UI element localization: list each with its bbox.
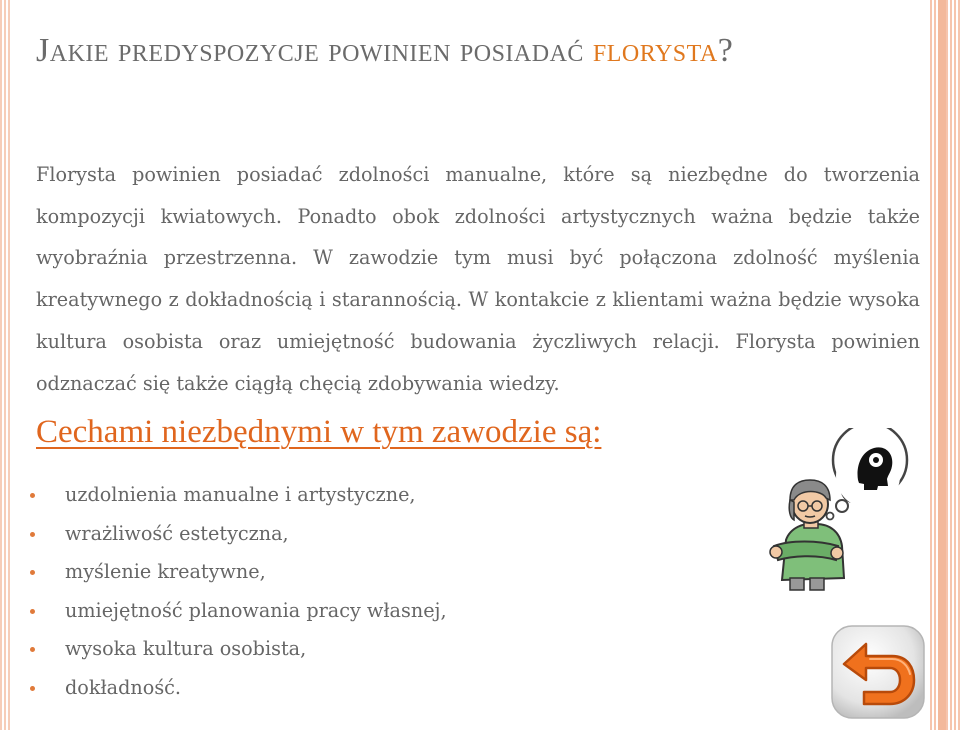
list-item: [30, 630, 447, 669]
list-item-label: dokładność.: [65, 675, 182, 699]
list-item-label: wysoka kultura osobista,: [65, 637, 307, 661]
bullet-icon: [30, 647, 35, 652]
decorative-border-right: [928, 0, 960, 730]
list-item: [30, 476, 447, 515]
bullet-icon: [30, 686, 35, 691]
bullet-icon: [30, 570, 35, 575]
traits-list: [30, 476, 447, 708]
list-item: [30, 515, 447, 554]
bullet-icon: [30, 493, 35, 498]
bullet-icon: [30, 609, 35, 614]
decorative-border-left: [0, 0, 10, 730]
list-item: [30, 553, 447, 592]
list-item-label: umiejętność planowania pracy własnej,: [65, 598, 447, 622]
intro-paragraph: Florysta powinien posiadać zdolności manualne, które są niezbędne do tworzenia kompozycji kwiatowych. Ponadto obok zdolności artystycznych ważna będzie także wyobraźnia przestrzenna. W zawodzie tym musi być połączona zdolność myślenia kreatywnego z dokładnością i starannością. W kontakcie z klientami ważna będzie wysoka kultura osobista oraz umiejętność budowania życzliwych relacji. Florysta powinien odznaczać się także ciągłą chęcią zdobywania wiedzy.: [36, 163, 920, 395]
thinking-person-icon: [760, 428, 920, 593]
list-item: [30, 669, 447, 708]
list-item: [30, 592, 447, 631]
list-item-label: uzdolnienia manualne i artystyczne,: [65, 483, 416, 506]
title-accent-text: florysta: [592, 32, 718, 69]
back-arrow-icon[interactable]: [830, 624, 926, 720]
slide-title: [36, 26, 896, 76]
bullet-icon: [30, 532, 35, 537]
list-item-label: wrażliwość estetyczna,: [65, 521, 289, 545]
title-question-mark: ?: [717, 32, 734, 69]
list-item-label: myślenie kreatywne,: [65, 560, 266, 584]
title-main-text: Jakie predyspozycje powinien posiadać: [36, 32, 593, 69]
traits-heading: Cechami niezbędnymi w tym zawodzie są:: [36, 414, 602, 450]
